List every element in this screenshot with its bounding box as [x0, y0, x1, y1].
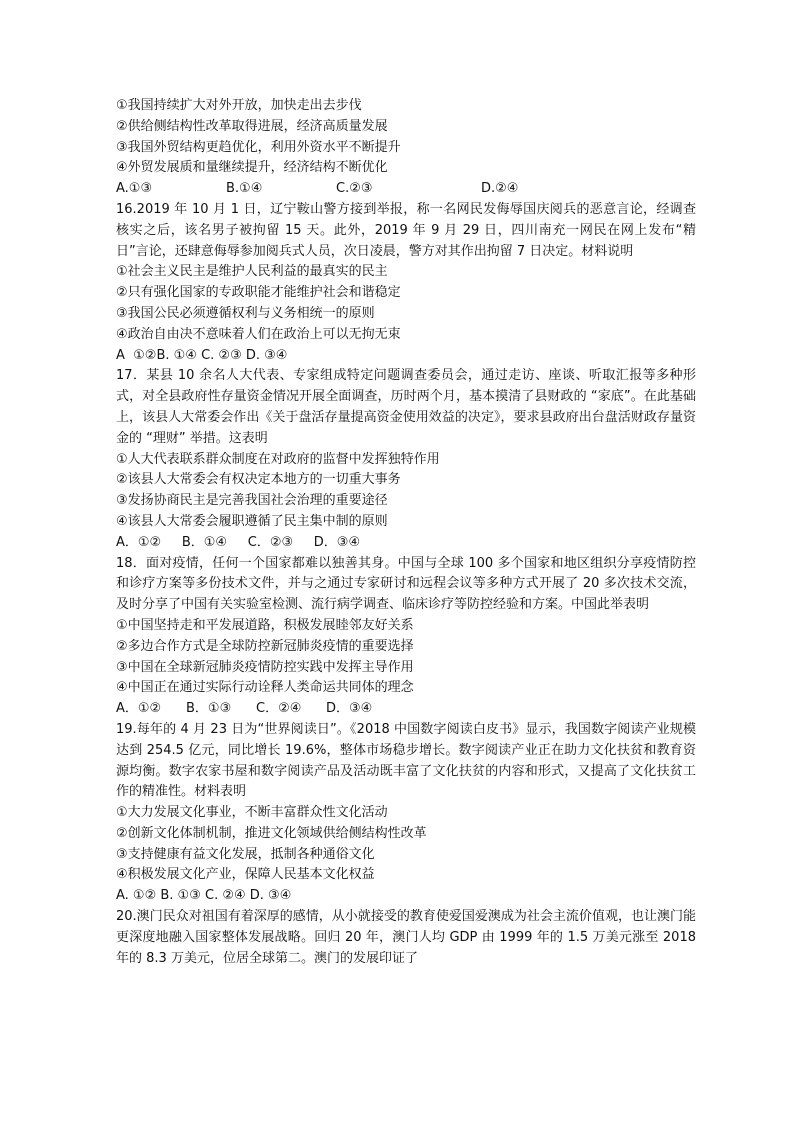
q19-choice-1: ①大力发展文化事业，不断丰富群众性文化活动 [116, 805, 388, 821]
q17-choice-2: ②该县人大常委会有权决定本地方的一切重大事务 [116, 472, 401, 488]
question-19 [116, 720, 696, 907]
q17-options: A．①② B．①④ C．②③ D．③④ [116, 534, 361, 550]
q15-options [116, 179, 696, 200]
question-20 [116, 907, 696, 969]
q19-choice-2: ②创新文化体制机制，推进文化领域供给侧结构性改革 [116, 825, 427, 841]
q19-choice-3: ③支持健康有益文化发展，抵制各种通俗文化 [116, 846, 375, 862]
q18-stem: 18．面对疫情，任何一个国家都难以独善其身。中国与全球 100 多个国家和地区组织分享疫情防控和诊疗方案等多份技术文件，并与之通过专家研讨和远程会议等多种方式开展了 20 多次技术交流，及时分享了中国有关实验室检测、流行病学调查、临床诊疗等防控经验和方案。中国此举表明 [116, 555, 696, 613]
q19-choice-4: ④积极发展文化产业，保障人民基本文化权益 [116, 867, 375, 883]
q15-option-a: A.①③ [116, 181, 153, 197]
q15-choice-2: ②供给侧结构性改革取得进展，经济高质量发展 [116, 118, 388, 134]
q16-choice-4: ④政治自由决不意味着人们在政治上可以无拘无束 [116, 326, 401, 342]
q19-stem: 19.每年的 4 月 23 日为“世界阅读日”。《2018 中国数字阅读白皮书》显示，我国数字阅读产业规模达到 254.5 亿元，同比增长 19.6%，整体市场稳步增长。数字阅读产业正在助力文化扶贫和教育资源均衡。数字农家书屋和数字阅读产品及活动既丰富了文化扶贫的内容和形式，又提高了文化扶贫工作的精准性。材料表明 [116, 721, 696, 800]
q20-stem: 20.澳门民众对祖国有着深厚的感情，从小就接受的教育使爱国爱澳成为社会主流价值观，也让澳门能更深度地融入国家整体发展战略。回归 20 年，澳门人均 GDP 由 1999 年的 1.5 万美元涨至 2018 年的 8.3 万美元，位居全球第二。澳门的发展印证了 [116, 909, 696, 966]
q18-choice-4: ④中国正在通过实际行动诠释人类命运共同体的理念 [116, 680, 414, 696]
q16-stem: 16.2019 年 10 月 1 日，辽宁鞍山警方接到举报，称一名网民发侮辱国庆阅兵的恶意言论，经调查核实之后，该名男子被拘留 15 天。此外，2019 年 9 月 29 日，四川南充一网民在网上发布“精日”言论，还肆意侮辱参加阅兵式人员，次日凌晨，警方对其作出拘留 7 日决定。材料说明 [116, 201, 696, 259]
exam-page [116, 96, 696, 969]
q15-choice-4: ④外贸发展质和量继续提升，经济结构不断优化 [116, 160, 388, 176]
q17-choice-3: ③发扬协商民主是完善我国社会治理的重要途径 [116, 493, 388, 509]
q18-options [116, 699, 696, 720]
question-18 [116, 554, 696, 720]
q17-choice-4: ④该县人大常委会履职遵循了民主集中制的原则 [116, 513, 388, 529]
q19-options: A. ①② B. ①③ C. ②④ D. ③④ [116, 888, 292, 904]
q16-choice-3: ③我国公民必须遵循权利与义务相统一的原则 [116, 305, 375, 321]
q18-option-b: B．①③ [186, 701, 232, 717]
q18-choice-2: ②多边合作方式是全球防控新冠肺炎疫情的重要选择 [116, 638, 414, 654]
q16-options: A ①②B. ①④ C. ②③ D. ③④ [116, 347, 288, 363]
q16-choice-1: ①社会主义民主是维护人民利益的最真实的民主 [116, 264, 388, 280]
q15-option-d: D.②④ [481, 181, 519, 197]
q17-choice-1: ①人大代表联系群众制度在对政府的监督中发挥独特作用 [116, 451, 440, 467]
question-17 [116, 366, 696, 553]
question-16 [116, 200, 696, 366]
q18-option-a: A．①② [116, 701, 162, 717]
q16-choice-2: ②只有强化国家的专政职能才能维护社会和谐稳定 [116, 285, 401, 301]
q18-choice-1: ①中国坚持走和平发展道路，积极发展睦邻友好关系 [116, 617, 414, 633]
q18-option-d: D．③④ [326, 701, 373, 717]
question-15 [116, 96, 696, 200]
q15-choice-3: ③我国外贸结构更趋优化，利用外资水平不断提升 [116, 139, 401, 155]
q15-choice-1: ①我国持续扩大对外开放，加快走出去步伐 [116, 98, 362, 113]
q15-option-c: C.②③ [336, 181, 373, 197]
q17-stem: 17．某县 10 余名人大代表、专家组成特定问题调查委员会，通过走访、座谈、听取汇报等多种形式，对全县政府性存量资金情况开展全面调查，历时两个月，基本摸清了县财政的 “家底”。在此基础上，该县人大常委会作出《关于盘活存量提高资金使用效益的决定》，要求县政府出台盘活财政存量资金的 “理财” 举措。这表明 [116, 368, 696, 446]
q15-option-b: B.①④ [226, 181, 263, 197]
q18-choice-3: ③中国在全球新冠肺炎疫情防控实践中发挥主导作用 [116, 659, 414, 675]
q18-option-c: C．②④ [256, 701, 302, 717]
